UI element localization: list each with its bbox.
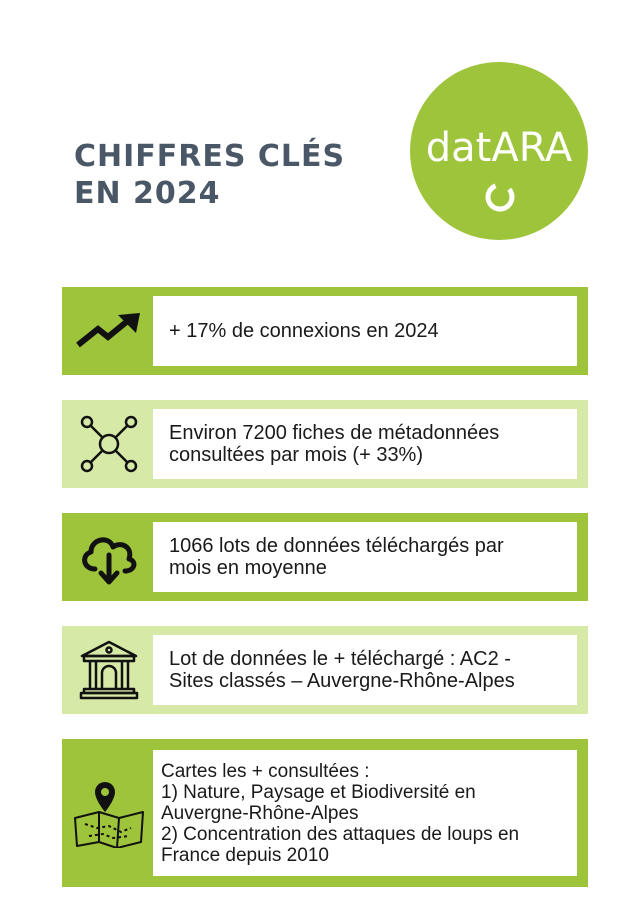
stat-line: France depuis 2010 xyxy=(161,844,329,866)
stat-line: Cartes les + consultées : xyxy=(161,760,370,782)
title-line-1: CHIFFRES CLÉS xyxy=(74,139,346,174)
stat-card-maps xyxy=(62,739,588,887)
stat-text: + 17% de connexions en 2024 xyxy=(153,296,577,366)
stat-line: 2) Concentration des attaques de loups en xyxy=(161,823,520,845)
stat-line: Sites classés – Auvergne-Rhône-Alpes xyxy=(169,670,515,692)
stat-text xyxy=(153,750,577,876)
stat-text xyxy=(153,522,577,592)
cloud-download-icon xyxy=(66,513,152,601)
stat-line: Lot de données le + téléchargé : AC2 - xyxy=(169,648,511,670)
page-title xyxy=(74,138,345,212)
title-line-2: EN 2024 xyxy=(74,176,221,211)
stat-text xyxy=(153,635,577,705)
stat-line: Environ 7200 fiches de métadonnées xyxy=(169,422,500,444)
stat-line: consultées par mois (+ 33%) xyxy=(169,444,424,466)
stat-line: 1) Nature, Paysage et Biodiversité en xyxy=(161,781,476,803)
stat-line: 1066 lots de données téléchargés par xyxy=(169,535,504,557)
stat-card-metadata xyxy=(62,400,588,488)
stat-card-connexions xyxy=(62,287,588,375)
stat-card-downloads xyxy=(62,513,588,601)
logo-text: datARA xyxy=(425,125,573,171)
stat-line: Auvergne-Rhône-Alpes xyxy=(161,802,359,824)
stat-text xyxy=(153,409,577,479)
network-icon xyxy=(66,400,152,488)
datara-logo xyxy=(410,62,588,240)
map-pin-icon xyxy=(66,739,152,887)
stat-line: mois en moyenne xyxy=(169,557,327,579)
trending-up-icon xyxy=(66,287,152,375)
stat-card-top-dataset xyxy=(62,626,588,714)
museum-icon xyxy=(66,626,152,714)
logo-ring-icon xyxy=(483,180,517,214)
